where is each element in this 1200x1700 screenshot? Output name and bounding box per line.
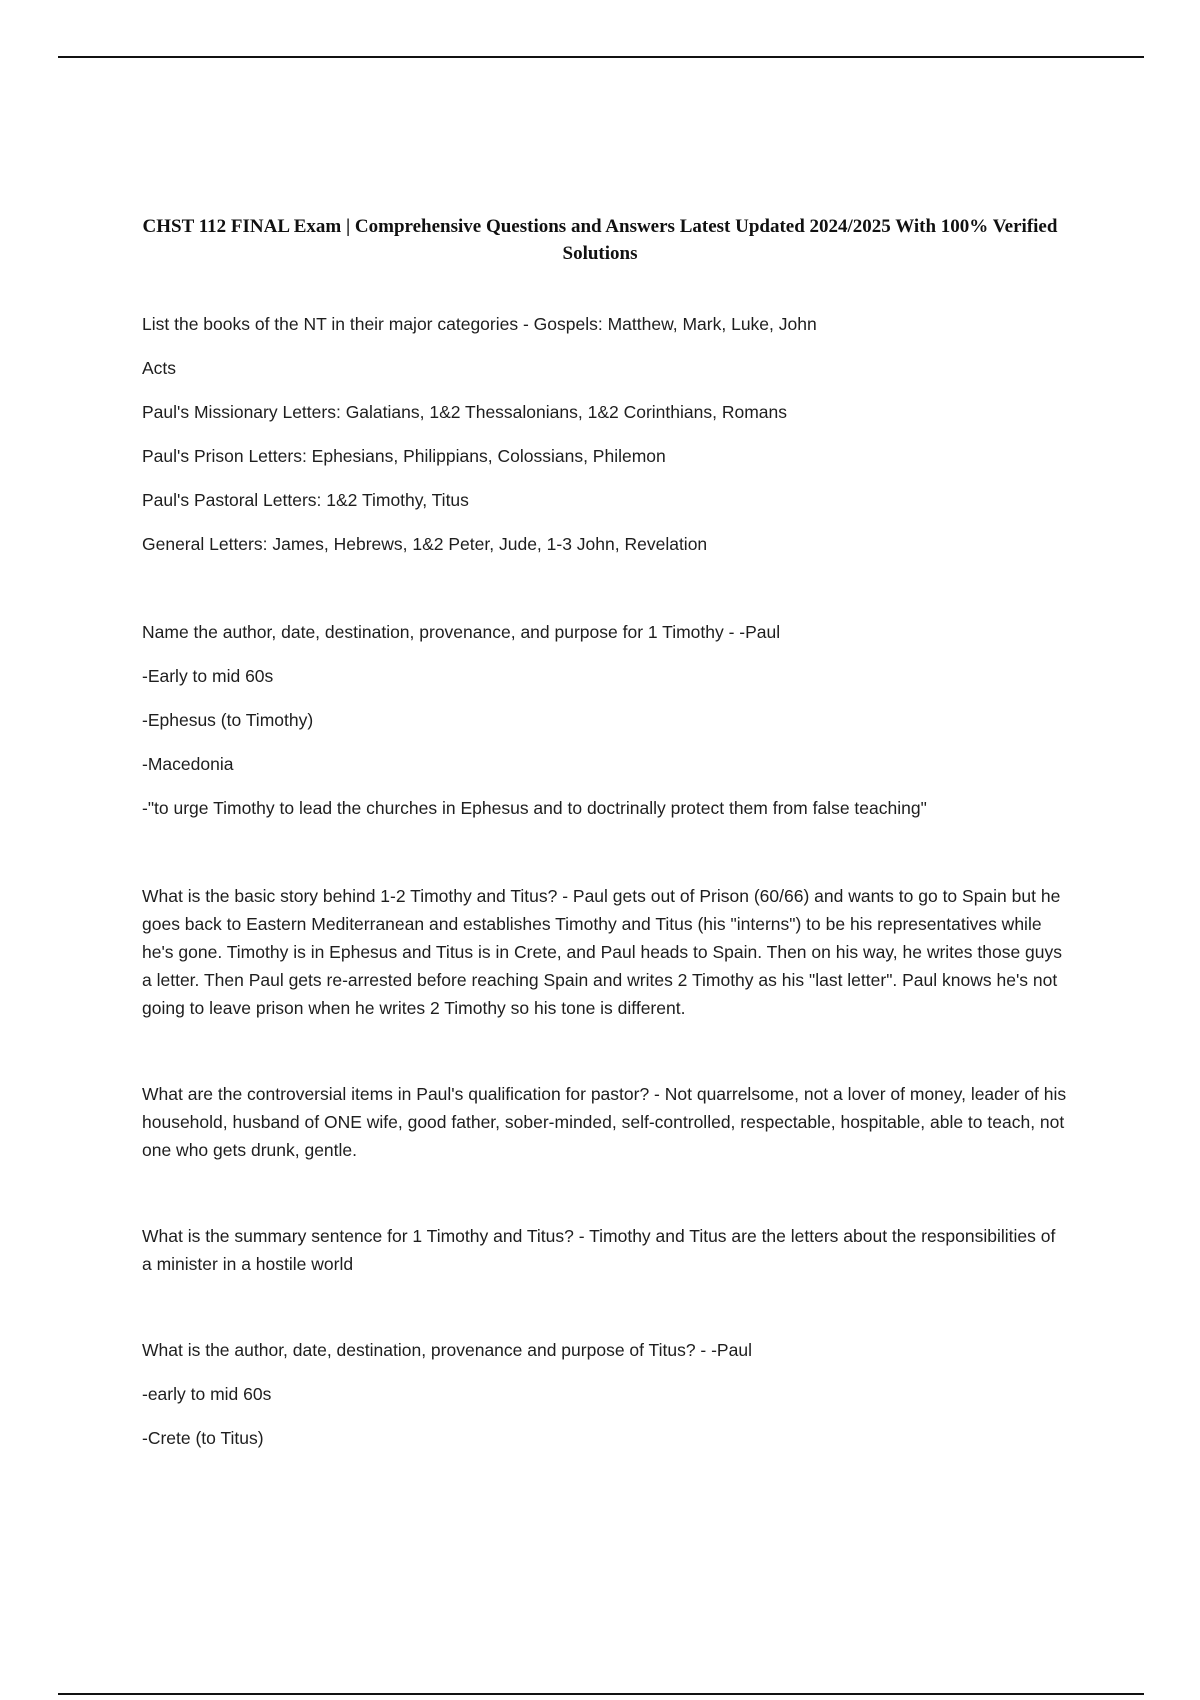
spacer (142, 574, 1067, 618)
question-line: What is the author, date, destination, provenance and purpose of Titus? - -Paul (142, 1340, 752, 1360)
document-title: CHST 112 FINAL Exam | Comprehensive Questions and Answers Latest Updated 2024/2025 With 100% Verified Solutions (142, 216, 1058, 264)
answer-line: -Ephesus (to Timothy) (142, 710, 314, 730)
spacer (142, 838, 1067, 882)
bottom-rule (58, 1693, 1144, 1695)
answer-line: General Letters: James, Hebrews, 1&2 Peter, Jude, 1-3 John, Revelation (142, 534, 708, 554)
question-line: List the books of the NT in their major categories - Gospels: Matthew, Mark, Luke, John (142, 314, 817, 334)
spacer (142, 1164, 1067, 1222)
qa-block-nt-books (142, 310, 1067, 558)
answer-line: Acts (142, 358, 177, 378)
answer-line: Paul's Prison Letters: Ephesians, Philippians, Colossians, Philemon (142, 446, 666, 466)
answer-line: -Crete (to Titus) (142, 1428, 264, 1448)
question-line: Name the author, date, destination, provenance, and purpose for 1 Timothy - -Paul (142, 622, 781, 642)
document-body (142, 310, 1067, 1468)
answer-line: Paul's Pastoral Letters: 1&2 Timothy, Titus (142, 490, 469, 510)
qa-paragraph-summary-sentence: What is the summary sentence for 1 Timothy and Titus? - Timothy and Titus are the letters about the responsibilities of a minister in a hostile world (142, 1226, 1056, 1274)
answer-line: -"to urge Timothy to lead the churches in Ephesus and to doctrinally protect them from false teaching" (142, 798, 927, 818)
qa-paragraph-pastor-qualifications: What are the controversial items in Paul's qualification for pastor? - Not quarrelsome, not a lover of money, leader of his household, husband of ONE wife, good father, sober-minded, self-controlled, respectable, hospitable, able to teach, not one who gets drunk, gentle. (142, 1084, 1067, 1160)
spacer (142, 1022, 1067, 1080)
qa-block-1-timothy (142, 618, 1067, 822)
answer-line: -early to mid 60s (142, 1384, 272, 1404)
answer-line: Paul's Missionary Letters: Galatians, 1&2 Thessalonians, 1&2 Corinthians, Romans (142, 402, 788, 422)
spacer (142, 1278, 1067, 1336)
answer-line: -Early to mid 60s (142, 666, 274, 686)
top-rule (58, 56, 1144, 58)
qa-paragraph-basic-story: What is the basic story behind 1-2 Timothy and Titus? - Paul gets out of Prison (60/66) and wants to go to Spain but he goes back to Eastern Mediterranean and establishes Timothy and Titus (his "interns") to be his representatives while he's gone. Timothy is in Ephesus and Titus is in Crete, and Paul heads to Spain. Then on his way, he writes those guys a letter. Then Paul gets re-arrested before reaching Spain and writes 2 Timothy as his "last letter". Paul knows he's not going to leave prison when he writes 2 Timothy so his tone is different. (142, 886, 1063, 1018)
answer-line: -Macedonia (142, 754, 234, 774)
qa-block-titus (142, 1336, 1067, 1452)
